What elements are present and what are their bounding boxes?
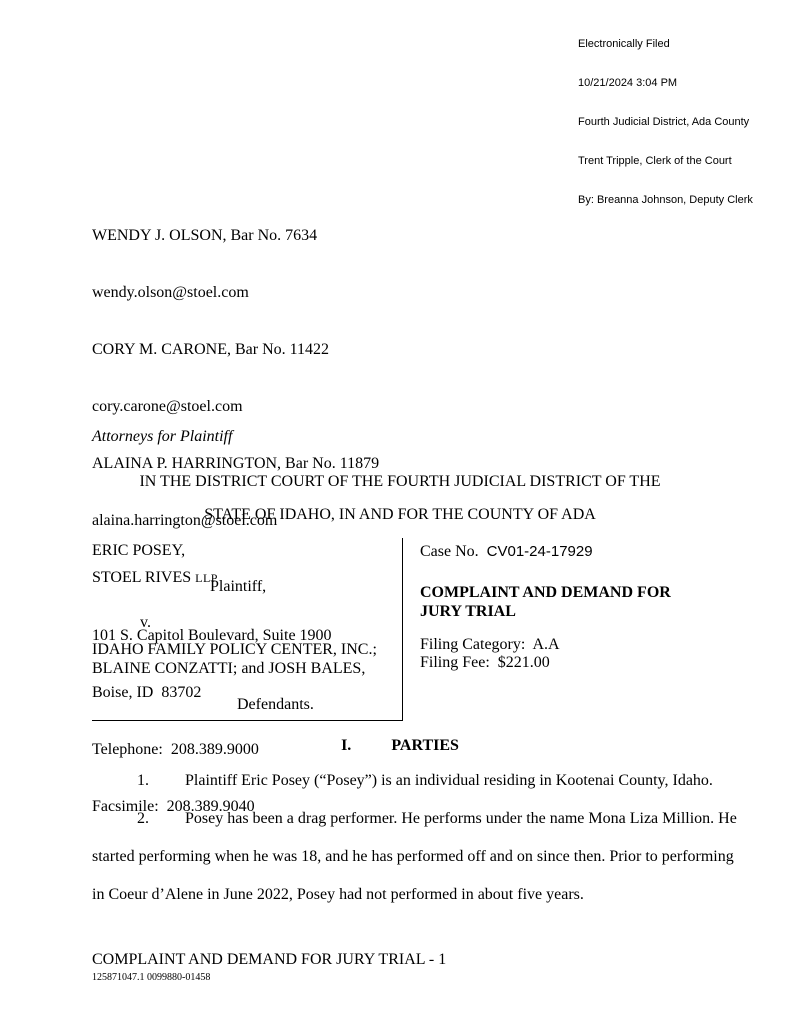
paragraph-number: 2. (137, 810, 149, 827)
case-number-row (420, 543, 593, 561)
attorney-line: ALAINA P. HARRINGTON, Bar No. 11879 (92, 455, 380, 472)
section-heading (0, 737, 800, 755)
defendants-label: Defendants. (237, 696, 314, 713)
document-title: COMPLAINT AND DEMAND FOR JURY TRIAL (420, 584, 671, 620)
stamp-line: By: Breanna Johnson, Deputy Clerk (578, 194, 753, 206)
section-title: PARTIES (391, 737, 459, 754)
defendant-line: BLAINE CONZATTI; and JOSH BALES, (92, 660, 366, 677)
filing-fee: Filing Fee: $221.00 (420, 654, 550, 671)
stamp-line: Trent Tripple, Clerk of the Court (578, 155, 732, 167)
footer-title: COMPLAINT AND DEMAND FOR JURY TRIAL - 1 (92, 951, 447, 968)
paragraph-number: 1. (137, 772, 149, 789)
attorney-email: cory.carone@stoel.com (92, 398, 243, 415)
firm-name: STOEL RIVES (92, 569, 196, 586)
versus-label: v. (140, 614, 151, 631)
caption-parties-box (92, 538, 403, 721)
attorney-email: wendy.olson@stoel.com (92, 284, 249, 301)
case-number-label: Case No. (420, 543, 479, 560)
footer-document-id: 125871047.1 0099880-01458 (92, 972, 211, 983)
section-number: I. (341, 737, 352, 754)
attorney-line: WENDY J. OLSON, Bar No. 7634 (92, 227, 318, 244)
firm-address-line: 101 S. Capitol Boulevard, Suite 1900 (92, 627, 332, 644)
firm-phone-line: Telephone: 208.389.9000 (92, 741, 259, 758)
plaintiff-name: ERIC POSEY, (92, 542, 186, 559)
court-heading-line-2: STATE OF IDAHO, IN AND FOR THE COUNTY OF ADA (204, 506, 596, 523)
case-number-value: CV01-24-17929 (486, 543, 593, 560)
attorneys-for-plaintiff-label: Attorneys for Plaintiff (92, 428, 233, 445)
attorney-email: alaina.harrington@stoel.com (92, 512, 278, 529)
stamp-line: Fourth Judicial District, Ada County (578, 116, 750, 128)
attorney-line: CORY M. CARONE, Bar No. 11422 (92, 341, 330, 358)
filing-category: Filing Category: A.A (420, 636, 560, 653)
stamp-line: Electronically Filed (578, 38, 670, 50)
paragraph-text: Posey has been a drag performer. He performs under the name Mona Liza Million. He started performing when he was 18, and he has performed off and on since then. Prior to performing in Coeur d’Alene in June 2022, Posey had not performed in about five years. (92, 810, 737, 903)
body-paragraph (92, 762, 742, 800)
paragraph-text: Plaintiff Eric Posey (“Posey”) is an individual residing in Kootenai County, Idaho. (185, 772, 713, 789)
firm-fax-line: Facsimile: 208.389.9040 (92, 798, 255, 815)
body-paragraph (92, 800, 742, 914)
court-heading-line-1: IN THE DISTRICT COURT OF THE FOURTH JUDICIAL DISTRICT OF THE (139, 473, 661, 490)
stamp-line: 10/21/2024 3:04 PM (578, 77, 678, 89)
defendant-line: IDAHO FAMILY POLICY CENTER, INC.; (92, 641, 377, 658)
case-caption (92, 538, 708, 722)
firm-suffix: LLP (195, 571, 218, 585)
document-body (92, 762, 742, 914)
efiling-stamp (578, 12, 753, 233)
plaintiff-label: Plaintiff, (210, 578, 267, 595)
court-heading (0, 472, 800, 524)
firm-address-line: Boise, ID 83702 (92, 684, 202, 701)
